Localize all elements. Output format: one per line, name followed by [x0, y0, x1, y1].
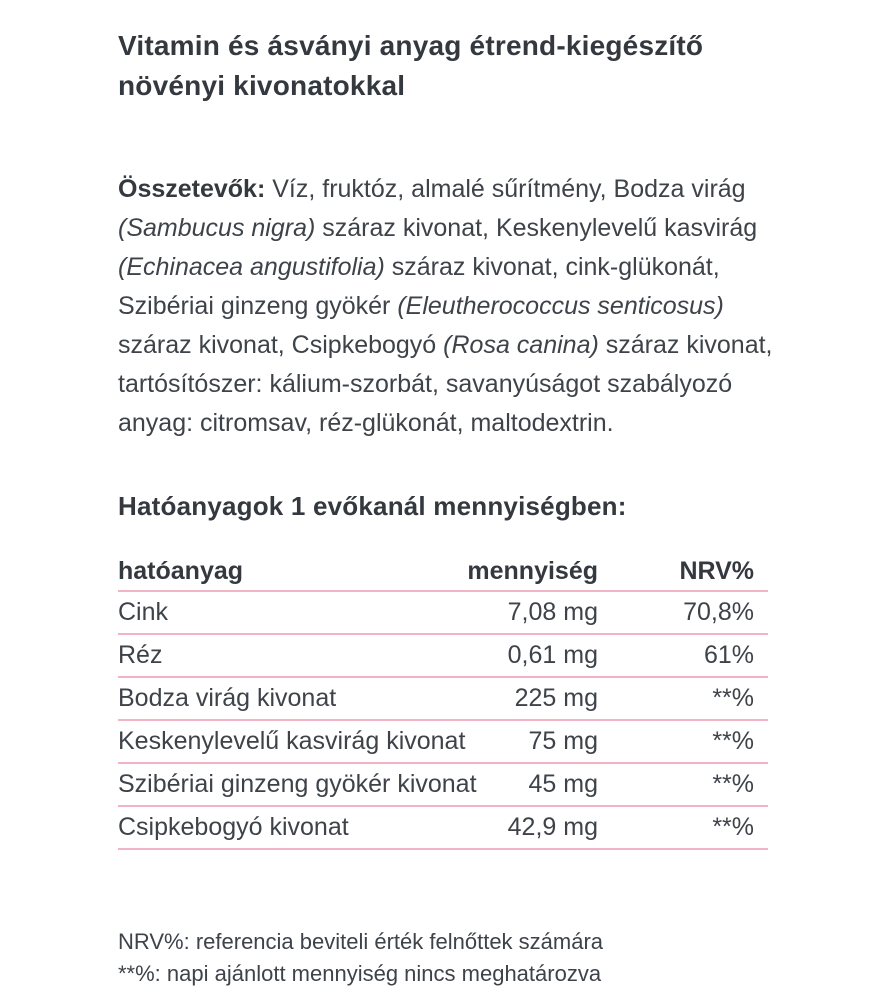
ingredients-text-segment: Összetevők:: [118, 175, 266, 203]
nrv-cell: 61%: [703, 641, 754, 669]
table-row: [118, 721, 768, 764]
ingredients-text-segment: Víz, fruktóz, almalé sűrítmény, Bodza virág: [265, 175, 746, 203]
column-header-ingredient: hatóanyag: [118, 556, 244, 585]
page-title-line-1: Vitamin és ásványi anyag étrend-kiegészítő: [118, 30, 704, 61]
table-row: [118, 764, 768, 807]
amount-cell: 75 mg: [528, 727, 598, 755]
table-row: [118, 807, 768, 850]
footnote-nrv-definition: NRV%: referencia beviteli érték felnőttek számára: [118, 929, 604, 954]
ingredients-text-segment: száraz kivonat, tartósítószer: kálium-szorbát, savanyúságot szabályozó anyag: citromsav, réz-glükonát, maltodextrin.: [118, 331, 773, 437]
ingredients-text-segment: száraz kivonat, cink-glükonát, Szibériai ginzeng gyökér: [118, 253, 720, 320]
footnote-asterisk-definition: **%: napi ajánlott mennyiség nincs meghatározva: [118, 961, 602, 986]
nrv-cell: **%: [712, 813, 754, 841]
column-header-nrv: NRV%: [679, 556, 754, 585]
page-title-line-2: növényi kivonatokkal: [118, 70, 406, 101]
ingredients-text-segment: (Rosa canina): [443, 331, 599, 359]
amount-cell: 7,08 mg: [507, 598, 598, 626]
amount-cell: 0,61 mg: [507, 641, 598, 669]
nrv-cell: **%: [712, 727, 754, 755]
active-ingredients-table: [118, 552, 768, 850]
ingredients-paragraph: [118, 170, 786, 443]
ingredients-text-segment: (Sambucus nigra): [118, 214, 316, 242]
nrv-cell: 70,8%: [683, 598, 754, 626]
ingredients-text-segment: (Echinacea angustifolia): [118, 253, 385, 281]
table-row: [118, 635, 768, 678]
ingredients-text-segment: száraz kivonat, Keskenylevelű kasvirág: [315, 214, 758, 242]
page-title: [118, 26, 870, 106]
table-header-row: [118, 552, 768, 592]
table-row: [118, 678, 768, 721]
amount-cell: 225 mg: [514, 684, 598, 712]
amount-cell: 45 mg: [528, 770, 598, 798]
footnotes: [118, 926, 870, 990]
column-header-amount: mennyiség: [467, 556, 598, 585]
ingredient-name-cell: Keskenylevelű kasvirág kivonat: [118, 727, 466, 755]
amount-cell: 42,9 mg: [507, 813, 598, 841]
table-row: [118, 592, 768, 635]
ingredients-text-segment: száraz kivonat, Csipkebogyó: [118, 331, 444, 359]
ingredient-name-cell: Csipkebogyó kivonat: [118, 813, 349, 841]
active-ingredients-heading: Hatóanyagok 1 evőkanál mennyiségben:: [118, 491, 627, 521]
ingredients-text-segment: (Eleutherococcus senticosus): [397, 292, 724, 320]
nrv-cell: **%: [712, 684, 754, 712]
ingredient-name-cell: Cink: [118, 598, 169, 626]
ingredient-name-cell: Bodza virág kivonat: [118, 684, 337, 712]
nrv-cell: **%: [712, 770, 754, 798]
ingredient-name-cell: Réz: [118, 641, 163, 669]
ingredient-name-cell: Szibériai ginzeng gyökér kivonat: [118, 770, 477, 798]
